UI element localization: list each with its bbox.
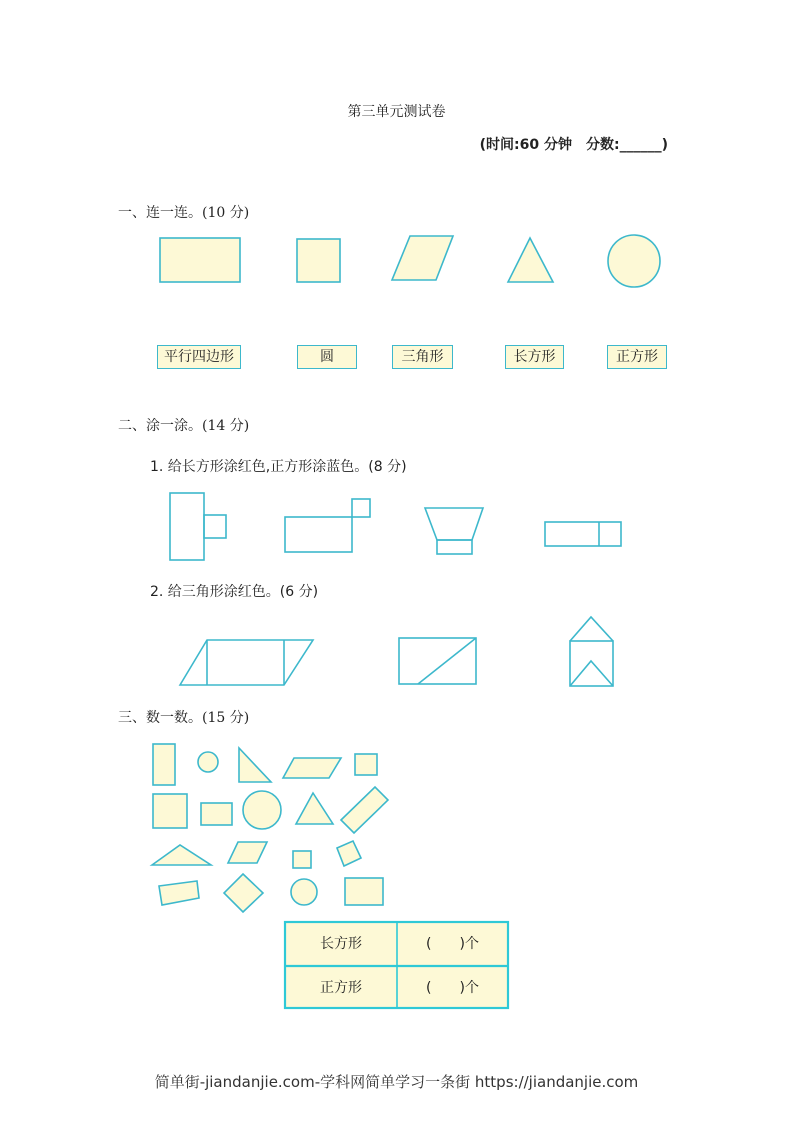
trapezoid xyxy=(425,508,483,540)
table-cell-square: 正方形 xyxy=(320,980,362,996)
shape xyxy=(296,793,333,824)
shape xyxy=(293,851,311,868)
circle-shape xyxy=(198,752,218,772)
label-square: 正方形 xyxy=(607,345,667,369)
square-shape xyxy=(297,239,340,282)
small-square xyxy=(204,515,226,538)
shape xyxy=(355,754,377,775)
rectangle-with-diagonal xyxy=(399,638,476,684)
table-cell-rectangle: 长方形 xyxy=(320,936,362,952)
shape xyxy=(239,748,271,782)
section2-q1: 1. 给长方形涂红色,正方形涂蓝色。(8 分) xyxy=(150,459,407,475)
split-rectangle xyxy=(545,522,621,546)
shape xyxy=(153,744,175,785)
parallelogram-shape xyxy=(392,236,453,280)
score-line: (时间:60 分钟 分数:______) xyxy=(479,137,668,153)
circle-shape xyxy=(243,791,281,829)
section2-q2: 2. 给三角形涂红色。(6 分) xyxy=(150,584,319,600)
shape xyxy=(152,845,211,865)
label-parallelogram: 平行四边形 xyxy=(157,345,241,369)
section1-heading: 一、连一连。(10 分) xyxy=(118,205,250,221)
section3-heading: 三、数一数。(15 分) xyxy=(118,710,250,726)
divider-line xyxy=(418,638,476,684)
shape xyxy=(201,803,232,825)
shape xyxy=(153,794,187,828)
shape xyxy=(337,841,361,866)
shape xyxy=(170,493,621,686)
label-triangle: 三角形 xyxy=(392,345,453,369)
base-rectangle xyxy=(437,540,472,554)
shape xyxy=(228,842,267,863)
shape xyxy=(283,758,341,778)
shape xyxy=(341,787,388,833)
footer: 简单街-jiandanjie.com-学科网简单学习一条街 https://jiandanjie.com xyxy=(154,1073,639,1091)
shape xyxy=(345,878,383,905)
rectangle-shape xyxy=(160,238,240,282)
circle-shape xyxy=(608,235,660,287)
house-roof xyxy=(570,617,613,641)
page-title: 第三单元测试卷 xyxy=(347,104,446,120)
label-rectangle: 长方形 xyxy=(505,345,564,369)
house-inner-triangle xyxy=(570,661,613,686)
table-cell-square-count[interactable]: ( )个 xyxy=(426,980,479,996)
shape xyxy=(224,874,263,912)
section2-heading: 二、涂一涂。(14 分) xyxy=(118,418,250,434)
parallelogram-with-triangles xyxy=(180,640,313,685)
wide-rectangle xyxy=(285,517,352,552)
table-cell-rectangle-count[interactable]: ( )个 xyxy=(426,936,479,952)
label-circle: 圆 xyxy=(297,345,357,369)
shape xyxy=(159,881,199,905)
triangle-shape xyxy=(508,238,553,282)
circle-shape xyxy=(291,879,317,905)
tall-rectangle xyxy=(170,493,204,560)
corner-square xyxy=(352,499,370,517)
